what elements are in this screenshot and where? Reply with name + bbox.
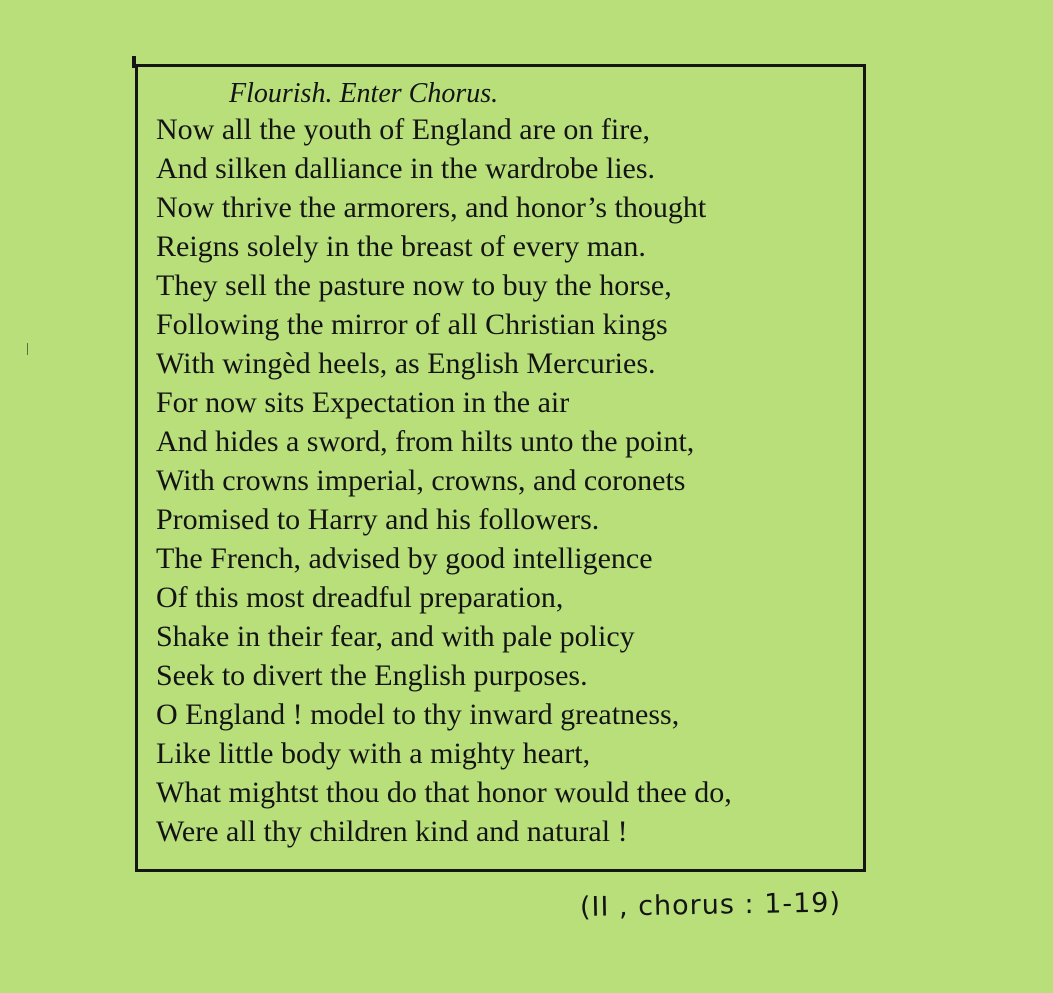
verse-line: The French, advised by good intelligence — [156, 542, 653, 575]
verse-line: What mightst thou do that honor would thee do, — [156, 776, 732, 809]
verse-line: They sell the pasture now to buy the horse, — [156, 269, 672, 302]
verse-line: Shake in their fear, and with pale policy — [156, 620, 635, 653]
margin-mark — [27, 343, 28, 355]
verse-line: Now all the youth of England are on fire, — [156, 113, 651, 146]
verse-line: O England ! model to thy inward greatness, — [156, 698, 680, 731]
verse-line: And silken dalliance in the wardrobe lies. — [156, 152, 656, 185]
handwritten-citation: (II , chorus : 1-19) — [579, 887, 842, 923]
stage-direction: Flourish. Enter Chorus. — [229, 78, 499, 109]
verse-line: Promised to Harry and his followers. — [156, 503, 600, 536]
verse-line: And hides a sword, from hilts unto the point, — [156, 425, 695, 458]
verse-line: With wingèd heels, as English Mercuries. — [156, 347, 656, 380]
verse-line: Seek to divert the English purposes. — [156, 659, 588, 692]
verse-line: For now sits Expectation in the air — [156, 386, 570, 419]
verse-line: Of this most dreadful preparation, — [156, 581, 564, 614]
verse-lines — [156, 110, 732, 851]
verse-line: Following the mirror of all Christian kings — [156, 308, 668, 341]
verse-line: Were all thy children kind and natural ! — [156, 815, 628, 848]
verse-line: Reigns solely in the breast of every man. — [156, 230, 646, 263]
verse-line: Like little body with a mighty heart, — [156, 737, 591, 770]
verse-line: With crowns imperial, crowns, and coronets — [156, 464, 686, 497]
verse-line: Now thrive the armorers, and honor’s thought — [156, 191, 707, 224]
